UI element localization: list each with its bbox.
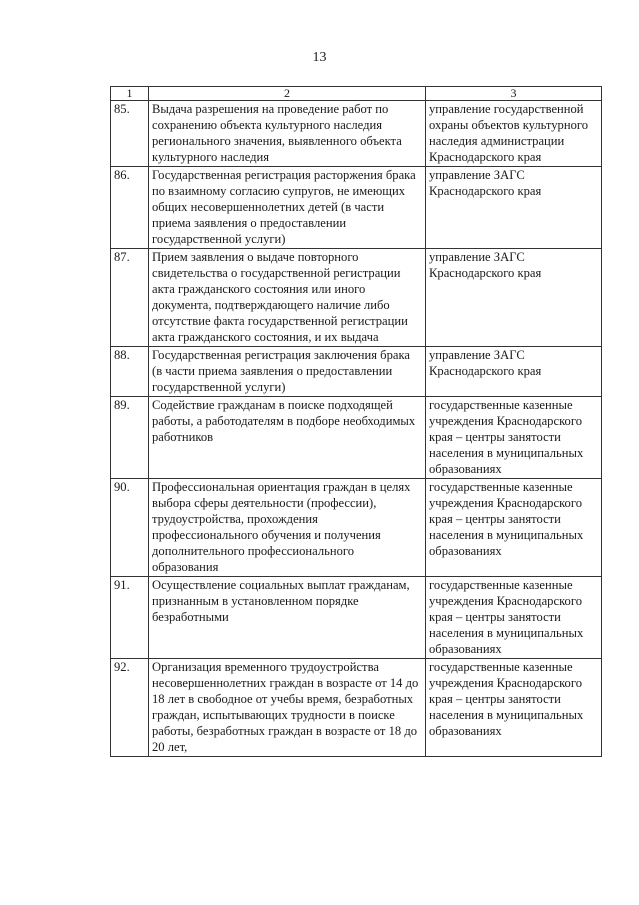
responsible-body: управление ЗАГС Краснодарского края: [426, 167, 602, 249]
responsible-body: управление ЗАГС Краснодарского края: [426, 249, 602, 347]
table-row: [111, 249, 602, 347]
row-number: 91.: [111, 577, 149, 659]
services-table: [110, 86, 602, 757]
service-name: Государственная регистрация заключения брака (в части приема заявления о предоставлении государственной услуги): [149, 347, 426, 397]
row-number: 90.: [111, 479, 149, 577]
service-name: Прием заявления о выдаче повторного свидетельства о государственной регистрации акта гражданского состояния или иного документа, подтверждающего наличие либо отсутствие факта государственной регистрации акта гражданского состояния, и их выдача: [149, 249, 426, 347]
page-number: 13: [312, 50, 327, 65]
table-row: [111, 577, 602, 659]
service-name: Выдача разрешения на проведение работ по сохранению объекта культурного наследия регионального значения, выявленного объекта культурного наследия: [149, 101, 426, 167]
service-name: Организация временного трудоустройства несовершеннолетних граждан в возрасте от 14 до 18 лет в свободное от учебы время, безработных граждан, испытывающих трудности в поиске работы, безработных граждан в возрасте от 18 до 20 лет,: [149, 659, 426, 757]
responsible-body: государственные казенные учреждения Краснодарского края – центры занятости населения в муниципальных образованиях: [426, 397, 602, 479]
responsible-body: государственные казенные учреждения Краснодарского края – центры занятости населения в муниципальных образованиях: [426, 577, 602, 659]
column-header-3: 3: [426, 87, 602, 101]
row-number: 85.: [111, 101, 149, 167]
column-header-2: 2: [149, 87, 426, 101]
table-row: [111, 397, 602, 479]
row-number: 92.: [111, 659, 149, 757]
column-header-1: 1: [111, 87, 149, 101]
table-row: [111, 659, 602, 757]
table-header-row: [111, 87, 602, 101]
responsible-body: управление государственной охраны объектов культурного наследия администрации Краснодарского края: [426, 101, 602, 167]
row-number: 86.: [111, 167, 149, 249]
row-number: 89.: [111, 397, 149, 479]
responsible-body: государственные казенные учреждения Краснодарского края – центры занятости населения в муниципальных образованиях: [426, 659, 602, 757]
responsible-body: государственные казенные учреждения Краснодарского края – центры занятости населения в муниципальных образованиях: [426, 479, 602, 577]
table-row: [111, 479, 602, 577]
table-row: [111, 101, 602, 167]
row-number: 88.: [111, 347, 149, 397]
table-row: [111, 167, 602, 249]
service-name: Профессиональная ориентация граждан в целях выбора сферы деятельности (профессии), трудоустройства, прохождения профессионального обучения и получения дополнительного профессионального образования: [149, 479, 426, 577]
service-name: Содействие гражданам в поиске подходящей работы, а работодателям в подборе необходимых работников: [149, 397, 426, 479]
row-number: 87.: [111, 249, 149, 347]
service-name: Государственная регистрация расторжения брака по взаимному согласию супругов, не имеющих общих несовершеннолетних детей (в части приема заявления о предоставлении государственной услуги): [149, 167, 426, 249]
service-name: Осуществление социальных выплат гражданам, признанным в установленном порядке безработными: [149, 577, 426, 659]
responsible-body: управление ЗАГС Краснодарского края: [426, 347, 602, 397]
table-row: [111, 347, 602, 397]
